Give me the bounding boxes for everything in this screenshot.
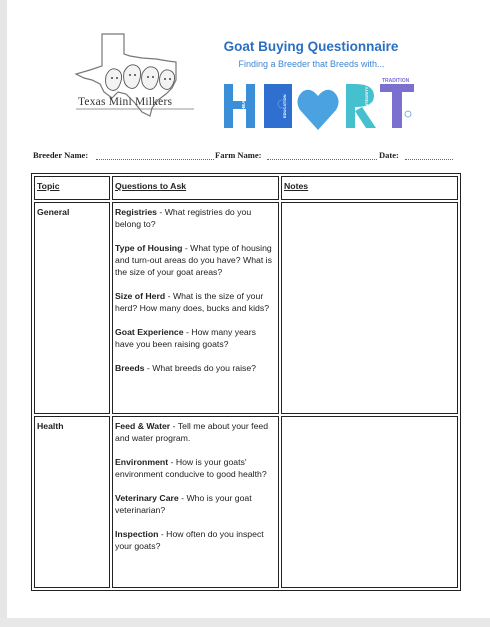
question-item: Breeds - What breeds do you raise? <box>115 363 257 373</box>
question-item: Registries - What registries do you belong to? <box>115 207 252 229</box>
heart-tag-education: EDUCATION <box>282 94 287 118</box>
form-line <box>33 150 473 162</box>
date-label: Date: <box>379 150 399 160</box>
question-item: Goat Experience - How many years have you been raising goats? <box>115 327 256 349</box>
topic-health: Health <box>34 416 110 588</box>
page-subtitle: Finding a Breeder that Breeds with... <box>238 59 385 69</box>
question-item: Feed & Water - Tell me about your feed and water program. <box>115 421 269 443</box>
topic-general: General <box>34 202 110 414</box>
logo-text: Texas Mini Milkers <box>78 96 173 108</box>
notes-health[interactable] <box>281 416 458 588</box>
header-questions: Questions to Ask <box>112 176 279 200</box>
heart-tag-health: HEALTH <box>241 92 246 110</box>
questions-general <box>112 202 279 414</box>
page-bottom-edge <box>0 618 490 627</box>
header-notes: Notes <box>281 176 458 200</box>
question-item: Type of Housing - What type of housing and turn-out areas do you have? What is the size of your goat areas? <box>115 243 272 277</box>
breeder-name-label: Breeder Name: <box>33 150 89 160</box>
question-item: Environment - How is your goats' environment conducive to good health? <box>115 457 267 479</box>
date-field[interactable] <box>405 159 453 160</box>
heart-logo-icon <box>222 74 422 132</box>
header-topic: Topic <box>34 176 110 200</box>
questionnaire-table <box>31 173 461 591</box>
breeder-name-field[interactable] <box>96 159 214 160</box>
farm-name-label: Farm Name: <box>215 150 262 160</box>
question-item: Inspection - How often do you inspect your goats? <box>115 529 264 551</box>
question-item: Size of Herd - What is the size of your herd? How many does, bucks and kids? <box>115 291 270 313</box>
heart-tag-tradition: TRADITION <box>382 78 410 84</box>
page-left-edge <box>0 0 7 627</box>
farm-name-field[interactable] <box>267 159 377 160</box>
heart-tag-integrity: INTEGRITY <box>364 86 369 108</box>
page-title: Goat Buying Questionnaire <box>223 39 399 54</box>
question-item: Veterinary Care - Who is your goat veterinarian? <box>115 493 252 515</box>
notes-general[interactable] <box>281 202 458 414</box>
questions-health <box>112 416 279 588</box>
heart-letters <box>224 84 414 130</box>
